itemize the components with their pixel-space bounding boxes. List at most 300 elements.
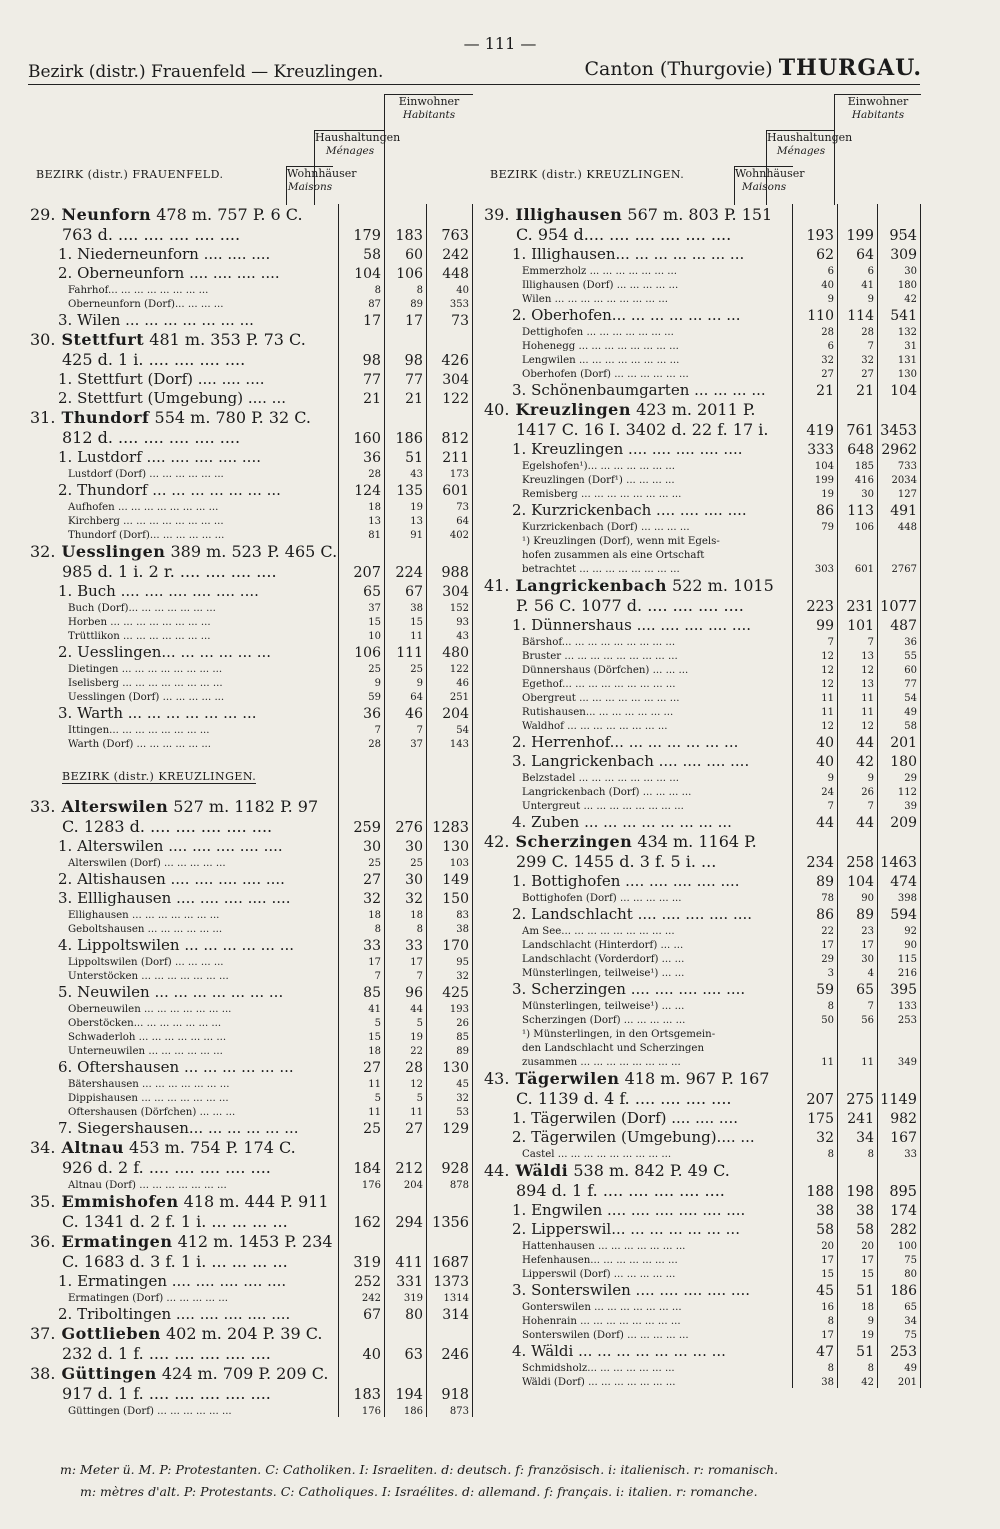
municipality-name: Gottlieben	[61, 1324, 161, 1343]
wohnhauser-value: 67	[363, 1307, 381, 1323]
einwohner-value: 448	[897, 522, 917, 533]
wohnhauser-value: 59	[816, 982, 834, 998]
wohnhauser-value: 65	[363, 584, 381, 600]
municipality-number: 37.	[30, 1324, 56, 1343]
einwohner-value: 167	[890, 1130, 917, 1146]
einwohner-value: 601	[442, 483, 469, 499]
haushaltungen-value: 64	[410, 692, 423, 703]
wohnhauser-value: 58	[816, 1222, 834, 1238]
wohnhauser-value: 33	[363, 938, 381, 954]
einwohner-value: 150	[442, 891, 469, 907]
einwohner-value: 1356	[432, 1215, 469, 1231]
municipality-details: 527 m. 1182 P. 97	[168, 797, 319, 816]
municipality-number: 43.	[484, 1069, 510, 1088]
einwohner-value: 209	[890, 815, 917, 831]
wohnhauser-value: 30	[363, 839, 381, 855]
wohnhauser-value: 18	[368, 910, 381, 921]
haushaltungen-value: 28	[861, 327, 874, 338]
haushaltungen-value: 18	[861, 1302, 874, 1313]
municipality-name: Stettfurt	[61, 330, 145, 349]
haushaltungen-value: 96	[405, 985, 423, 1001]
district-subheading-label: BEZIRK (distr.) KREUZLINGEN.	[62, 770, 257, 783]
wohnhauser-value: 5	[374, 1018, 381, 1029]
wohnhauser-value: 106	[354, 645, 381, 661]
einwohner-value: 928	[441, 1161, 469, 1177]
column-rule	[877, 204, 878, 1388]
einwohner-value: 49	[904, 707, 917, 718]
haushaltungen-value: 21	[405, 391, 423, 407]
wohnhauser-value: 98	[362, 353, 381, 369]
haushaltungen-value: 64	[856, 247, 874, 263]
row-label: Belzstadel ... ... ... ... ... ... ... ...	[522, 773, 679, 784]
left-district-title: BEZIRK (distr.) FRAUENFELD.	[36, 168, 224, 181]
haushaltungen-value: 25	[410, 858, 423, 869]
einwohner-value: 878	[449, 1180, 469, 1191]
einwohner-value: 304	[442, 584, 469, 600]
municipality-name: Neunforn	[61, 205, 152, 224]
wohnhauser-value: 29	[821, 954, 834, 965]
einwohner-value: 46	[456, 678, 469, 689]
wohnhauser-value: 242	[361, 1293, 381, 1304]
einwohner-value: 45	[456, 1079, 469, 1090]
row-label: 2. Triboltingen .... .... .... .... ....	[58, 1305, 291, 1323]
wohnhauser-value: 333	[807, 442, 834, 458]
row-label: 985 d. 1 i. 2 r. .... .... .... ....	[62, 562, 277, 581]
haushaltungen-value: 8	[416, 285, 423, 296]
wohnhauser-value: 40	[816, 735, 834, 751]
einwohner-value: 132	[897, 327, 917, 338]
haushaltungen-value: 114	[847, 308, 874, 324]
haushaltungen-value: 9	[416, 678, 423, 689]
row-label: 812 d. .... .... .... .... ....	[62, 428, 241, 447]
maisons-label: Maisons	[741, 181, 787, 193]
einwohner-value: 918	[441, 1387, 469, 1403]
wohnhauser-value: 50	[821, 1015, 834, 1026]
wohnhauser-value: 17	[821, 940, 834, 951]
row-label: Castel ... ... ... ... ... ... ... ... ...	[522, 1149, 672, 1160]
haushaltungen-value: 15	[861, 1269, 874, 1280]
einwohner-value: 83	[456, 910, 469, 921]
row-label: Emmerzholz ... ... ... ... ... ... ...	[522, 266, 678, 277]
row-label: Schmidsholz... ... ... ... ... ... ...	[522, 1363, 675, 1374]
einwohner-value: 201	[890, 735, 917, 751]
einwohner-value: 253	[890, 1344, 917, 1360]
wohnhauser-value: 12	[821, 679, 834, 690]
haushaltungen-value: 42	[856, 754, 874, 770]
haushaltungen-value: 51	[405, 450, 423, 466]
einwohner-value: 982	[890, 1111, 917, 1127]
row-label: 1. Tägerwilen (Dorf) .... .... ....	[512, 1109, 738, 1127]
row-label: C. 1683 d. 3 f. 1 i. ... ... ... ...	[62, 1252, 288, 1271]
municipality-name: Emmishofen	[61, 1192, 179, 1211]
einwohner-label: Einwohner	[398, 95, 460, 108]
municipality-number: 42.	[484, 832, 510, 851]
einwohner-header	[384, 94, 473, 205]
wohnhauser-value: 18	[368, 1046, 381, 1057]
row-label: 1. Stettfurt (Dorf) .... .... ....	[58, 370, 265, 388]
row-label: 1. Kreuzlingen .... .... .... .... ....	[512, 440, 743, 458]
wohnhauser-value: 44	[816, 815, 834, 831]
wohnhauser-value: 12	[821, 665, 834, 676]
row-label: 917 d. 1 f. .... .... .... .... ....	[62, 1384, 271, 1403]
column-rule	[792, 204, 793, 1388]
wohnhauser-value: 27	[363, 872, 381, 888]
wohnhauser-value: 32	[821, 355, 834, 366]
haushaltungen-value: 56	[861, 1015, 874, 1026]
row-label: 3. Warth ... ... ... ... ... ... ...	[58, 704, 257, 722]
haushaltungen-value: 33	[405, 938, 423, 954]
haushaltungen-value: 30	[405, 839, 423, 855]
haushaltungen-value: 13	[861, 651, 874, 662]
row-label: Unterneuwilen ... ... ... ... ... ...	[68, 1046, 223, 1057]
wohnhauser-value: 7	[827, 637, 834, 648]
wohnhauser-value: 85	[363, 985, 381, 1001]
einwohner-value: 426	[441, 353, 469, 369]
row-label: Uesslingen (Dorf) ... ... ... ... ...	[68, 692, 225, 703]
row-label: 1. Alterswilen .... .... .... .... ....	[58, 837, 283, 855]
einwohner-value: 353	[449, 299, 469, 310]
einwohner-value: 149	[442, 872, 469, 888]
row-label: Unterstöcken ... ... ... ... ... ... ...	[68, 971, 229, 982]
row-label: Kurzrickenbach (Dorf) ... ... ... ...	[522, 522, 690, 533]
einwohner-value: 32	[456, 1093, 469, 1104]
wohnhauser-value: 13	[368, 516, 381, 527]
haushaltungen-value: 11	[410, 1107, 423, 1118]
wohnhauser-value: 15	[368, 617, 381, 628]
row-label: Oberneuwilen ... ... ... ... ... ... ...	[68, 1004, 232, 1015]
wohnhauser-value: 58	[363, 247, 381, 263]
einwohner-value: 129	[442, 1121, 469, 1137]
row-label: Untergreut ... ... ... ... ... ... ... ...	[522, 801, 684, 812]
haushaltungen-value: 194	[395, 1387, 423, 1403]
haushaltungen-value: 8	[416, 924, 423, 935]
einwohner-value: 988	[441, 565, 469, 581]
row-label: Bottighofen (Dorf) ... ... ... ... ...	[522, 893, 682, 904]
wohnhauser-value: 32	[363, 891, 381, 907]
row-label: den Landschlacht und Scherzingen	[522, 1043, 705, 1054]
column-rule	[920, 204, 921, 1388]
row-label: Dippishausen ... ... ... ... ... ... ...	[68, 1093, 229, 1104]
einwohner-value: 1077	[880, 599, 917, 615]
einwohner-value: 29	[904, 773, 917, 784]
einwohner-value: 174	[890, 1203, 917, 1219]
einwohner-value: 2962	[881, 442, 917, 458]
einwohner-value: 594	[890, 907, 917, 923]
row-label: Alterswilen (Dorf) ... ... ... ... ...	[68, 858, 226, 869]
municipality-number: 31.	[30, 408, 56, 427]
haushaltungen-value: 11	[410, 631, 423, 642]
wohnhauser-value: 183	[353, 1387, 381, 1403]
haushaltungen-value: 204	[403, 1180, 423, 1191]
haushaltungen-value: 135	[396, 483, 423, 499]
wohnhauser-value: 36	[363, 706, 381, 722]
einwohner-value: 115	[897, 954, 917, 965]
einwohner-value: 211	[442, 450, 469, 466]
wohnhauser-value: 259	[353, 820, 381, 836]
municipality-number: 44.	[484, 1161, 510, 1180]
einwohner-label: Einwohner	[847, 95, 909, 108]
wohnhauser-value: 9	[827, 294, 834, 305]
einwohner-value: 425	[442, 985, 469, 1001]
einwohner-value: 32	[456, 971, 469, 982]
haushaltungen-value: 30	[861, 489, 874, 500]
row-label: Waldhof ... ... ... ... ... ... ... ...	[522, 721, 668, 732]
row-label: Altnau (Dorf) ... ... ... ... ... ... ...	[68, 1180, 227, 1191]
row-label: Kreuzlingen (Dorf¹) ... ... ... ...	[522, 475, 675, 486]
municipality-details: 478 m. 757 P. 6 C.	[151, 205, 303, 224]
haushaltungen-value: 98	[404, 353, 423, 369]
municipality-number: 39.	[484, 205, 510, 224]
haushaltungen-value: 17	[861, 940, 874, 951]
haushaltungen-value: 7	[416, 971, 423, 982]
municipality-details: 567 m. 803 P. 151	[622, 205, 773, 224]
municipality-details: 389 m. 523 P. 465 C.	[165, 542, 338, 561]
einwohner-value: 130	[442, 839, 469, 855]
row-label: 2. Oberneunforn .... .... .... ....	[58, 264, 280, 282]
haushaltungen-value: 30	[861, 954, 874, 965]
row-label: Oftershausen (Dörfchen) ... ... ...	[68, 1107, 236, 1118]
haushaltungen-value: 27	[861, 369, 874, 380]
row-label: Dünnershaus (Dörfchen) ... ... ...	[522, 665, 689, 676]
row-label: Dietingen ... ... ... ... ... ... ... ...	[68, 664, 223, 675]
wohnhauser-value: 24	[821, 787, 834, 798]
einwohner-value: 131	[897, 355, 917, 366]
row-label: Ittingen... ... ... ... ... ... ... ...	[68, 725, 210, 736]
municipality-number: 30.	[30, 330, 56, 349]
row-label: Hattenhausen ... ... ... ... ... ... ...	[522, 1241, 686, 1252]
einwohner-value: 75	[904, 1255, 917, 1266]
wohnhauser-value: 207	[806, 1092, 834, 1108]
haushaltungen-value: 416	[854, 475, 874, 486]
row-label: Bruster ... ... ... ... ... ... ... ... ...	[522, 651, 678, 662]
row-label: 1. Buch .... .... .... .... .... ....	[58, 582, 259, 600]
wohnhauser-value: 25	[363, 1121, 381, 1137]
haushaltungen-value: 37	[410, 739, 423, 750]
haushaltungen-value: 101	[847, 618, 874, 634]
einwohner-value: 92	[904, 926, 917, 937]
einwohner-value: 85	[456, 1032, 469, 1043]
column-rule	[837, 204, 838, 1388]
haushaltungen-value: 13	[410, 516, 423, 527]
wohnhauser-value: 160	[353, 431, 381, 447]
row-label: Münsterlingen, teilweise¹) ... ...	[522, 1001, 685, 1012]
haushaltungen-value: 34	[856, 1130, 874, 1146]
page-number: — 111 —	[463, 34, 537, 53]
row-label: 763 d. .... .... .... .... ....	[62, 225, 241, 244]
haushaltungen-value: 276	[395, 820, 423, 836]
wohnhauser-value: 41	[368, 1004, 381, 1015]
haushaltungen-value: 11	[861, 1057, 874, 1068]
wohnhauser-value: 8	[827, 1363, 834, 1374]
wohnhauser-label: Wohnhäuser	[735, 167, 805, 180]
haushaltungen-value: 6	[867, 266, 874, 277]
haushaltungen-value: 7	[867, 341, 874, 352]
wohnhauser-value: 104	[354, 266, 381, 282]
municipality-number: 36.	[30, 1232, 56, 1251]
wohnhauser-value: 16	[821, 1302, 834, 1313]
row-label: Münsterlingen, teilweise¹) ... ...	[522, 968, 685, 979]
haushaltungen-value: 7	[867, 1001, 874, 1012]
einwohner-value: 40	[456, 285, 469, 296]
municipality-details: 418 m. 967 P. 167	[619, 1069, 770, 1088]
wohnhauser-value: 188	[806, 1184, 834, 1200]
row-label: Warth (Dorf) ... ... ... ... ... ...	[68, 739, 212, 750]
wohnhauser-value: 8	[827, 1316, 834, 1327]
wohnhauser-value: 27	[821, 369, 834, 380]
row-label: 1. Bottighofen .... .... .... .... ....	[512, 872, 740, 890]
haushaltungen-value: 17	[405, 313, 423, 329]
haushaltungen-value: 58	[856, 1222, 874, 1238]
einwohner-value: 26	[456, 1018, 469, 1029]
wohnhauser-value: 179	[353, 228, 381, 244]
municipality-name: Kreuzlingen	[515, 400, 631, 419]
haushaltungen-value: 12	[410, 1079, 423, 1090]
row-label: 3. Wilen ... ... ... ... ... ... ...	[58, 311, 254, 329]
row-label: Remisberg ... ... ... ... ... ... ... ...	[522, 489, 682, 500]
haushaltungen-value: 319	[403, 1293, 423, 1304]
einwohner-value: 54	[904, 693, 917, 704]
wohnhauser-value: 207	[353, 565, 381, 581]
menages-label: Ménages	[776, 145, 826, 157]
row-label: 1. Ermatingen .... .... .... .... ....	[58, 1272, 287, 1290]
row-label: 425 d. 1 i. .... .... .... ....	[62, 350, 246, 369]
haushaltungen-value: 198	[846, 1184, 874, 1200]
wohnhauser-value: 176	[361, 1406, 381, 1417]
row-label: Bärshof... ... ... ... ... ... ... ... ...	[522, 637, 676, 648]
wohnhauser-value: 81	[368, 530, 381, 541]
header-right-prefix: Canton (Thurgovie)	[584, 58, 773, 80]
haushaltungen-value: 21	[856, 383, 874, 399]
row-label: 4. Lippoltswilen ... ... ... ... ... ...	[58, 936, 295, 954]
row-label: zusammen ... ... ... ... ... ... ... ...	[522, 1057, 681, 1068]
einwohner-value: 130	[897, 369, 917, 380]
header-right	[584, 55, 922, 81]
wohnhauser-value: 17	[821, 1255, 834, 1266]
row-label: Oberneunforn (Dorf)... ... ... ...	[68, 299, 224, 310]
row-label: Kirchberg ... ... ... ... ... ... ... ...	[68, 516, 224, 527]
municipality-number: 35.	[30, 1192, 56, 1211]
einwohner-value: 143	[449, 739, 469, 750]
municipality-name: Illighausen	[515, 205, 623, 224]
wohnhauser-value: 104	[814, 461, 834, 472]
municipality-number: 32.	[30, 542, 56, 561]
row-label: Am See... ... ... ... ... ... ... ... ...	[522, 926, 675, 937]
row-label: Lippoltswilen (Dorf) ... ... ... ...	[68, 957, 224, 968]
einwohner-value: 733	[897, 461, 917, 472]
einwohner-value: 1687	[432, 1255, 469, 1271]
row-label: P. 56 C. 1077 d. .... .... .... ....	[516, 596, 744, 615]
wohnhauser-value: 7	[374, 971, 381, 982]
wohnhauser-value: 28	[821, 327, 834, 338]
wohnhauser-value: 38	[816, 1203, 834, 1219]
row-label: 1. Lustdorf .... .... .... .... ....	[58, 448, 261, 466]
municipality-number: 38.	[30, 1364, 56, 1383]
haushaltungen-value: 46	[405, 706, 423, 722]
haushaltungen-value: 27	[405, 1121, 423, 1137]
wohnhauser-value: 110	[807, 308, 834, 324]
haushaltungen-value: 17	[861, 1255, 874, 1266]
row-label: 3. Scherzingen .... .... .... .... ....	[512, 980, 746, 998]
einwohner-value: 89	[456, 1046, 469, 1057]
haushaltungen-value: 25	[410, 664, 423, 675]
row-label: Landschlacht (Hinterdorf) ... ...	[522, 940, 684, 951]
wohnhauser-value: 45	[816, 1283, 834, 1299]
wohnhauser-value: 28	[368, 469, 381, 480]
wohnhauser-value: 19	[821, 489, 834, 500]
row-label: 3. Langrickenbach .... .... .... ....	[512, 752, 750, 770]
wohnhauser-value: 20	[821, 1241, 834, 1252]
einwohner-value: 398	[897, 893, 917, 904]
wohnhauser-value: 15	[821, 1269, 834, 1280]
wohnhauser-value: 25	[368, 858, 381, 869]
municipality-name: Tägerwilen	[515, 1069, 620, 1088]
einwohner-value: 75	[904, 1330, 917, 1341]
municipality-details: 434 m. 1164 P.	[632, 832, 757, 851]
einwohner-value: 33	[904, 1149, 917, 1160]
haushaltungen-value: 38	[856, 1203, 874, 1219]
wohnhauser-value: 22	[821, 926, 834, 937]
row-label: 2. Thundorf ... ... ... ... ... ... ...	[58, 481, 281, 499]
einwohner-header	[834, 94, 921, 205]
wohnhauser-value: 8	[374, 924, 381, 935]
row-label: 2. Landschlacht .... .... .... .... ....	[512, 905, 753, 923]
wohnhauser-value: 12	[821, 721, 834, 732]
row-label: Oberstöcken... ... ... ... ... ... ...	[68, 1018, 222, 1029]
row-label: Egethof... ... ... ... ... ... ... ... ...	[522, 679, 676, 690]
einwohner-value: 1373	[433, 1274, 469, 1290]
row-label: 4. Zuben ... ... ... ... ... ... ... ...	[512, 813, 732, 831]
haushaltungen-value: 67	[405, 584, 423, 600]
row-label: Sonterswilen (Dorf) ... ... ... ... ...	[522, 1330, 689, 1341]
row-label: Scherzingen (Dorf) ... ... ... ... ...	[522, 1015, 686, 1026]
wohnhauser-value: 10	[368, 631, 381, 642]
row-label: Hohenegg ... ... ... ... ... ... ... ...	[522, 341, 679, 352]
haushaltungen-value: 44	[410, 1004, 423, 1015]
einwohner-value: 1463	[880, 855, 917, 871]
municipality-name: Alterswilen	[61, 797, 169, 816]
einwohner-value: 395	[890, 982, 917, 998]
haushaltungen-value: 648	[847, 442, 874, 458]
haushaltungen-value: 199	[846, 228, 874, 244]
einwohner-value: 38	[456, 924, 469, 935]
haushaltungen-value: 113	[847, 503, 874, 519]
row-label: Langrickenbach (Dorf) ... ... ... ...	[522, 787, 692, 798]
haushaltungen-value: 32	[405, 891, 423, 907]
row-label: 3. Schönenbaumgarten ... ... ... ...	[512, 381, 766, 399]
haushaltungen-value: 12	[861, 721, 874, 732]
wohnhauser-value: 86	[816, 907, 834, 923]
wohnhauser-value: 59	[368, 692, 381, 703]
haushaltungen-value: 26	[861, 787, 874, 798]
einwohner-value: 180	[890, 754, 917, 770]
wohnhauser-value: 3	[827, 968, 834, 979]
haushaltungen-value: 411	[395, 1255, 423, 1271]
municipality-name: Scherzingen	[515, 832, 633, 851]
municipality-name: Altnau	[61, 1138, 124, 1157]
municipality-number: 33.	[30, 797, 56, 816]
haushaltungen-value: 9	[867, 773, 874, 784]
wohnhauser-value: 11	[368, 1079, 381, 1090]
municipality-name: Güttingen	[61, 1364, 157, 1383]
einwohner-value: 64	[456, 516, 469, 527]
row-label: Geboltshausen ... ... ... ... ... ...	[68, 924, 223, 935]
haushaltungen-value: 185	[854, 461, 874, 472]
haushaltungen-value: 43	[410, 469, 423, 480]
row-label: 2. Herrenhof... ... ... ... ... ... ...	[512, 733, 739, 751]
wohnhauser-value: 8	[827, 1001, 834, 1012]
haushaltungen-value: 5	[416, 1018, 423, 1029]
einwohner-value: 90	[904, 940, 917, 951]
